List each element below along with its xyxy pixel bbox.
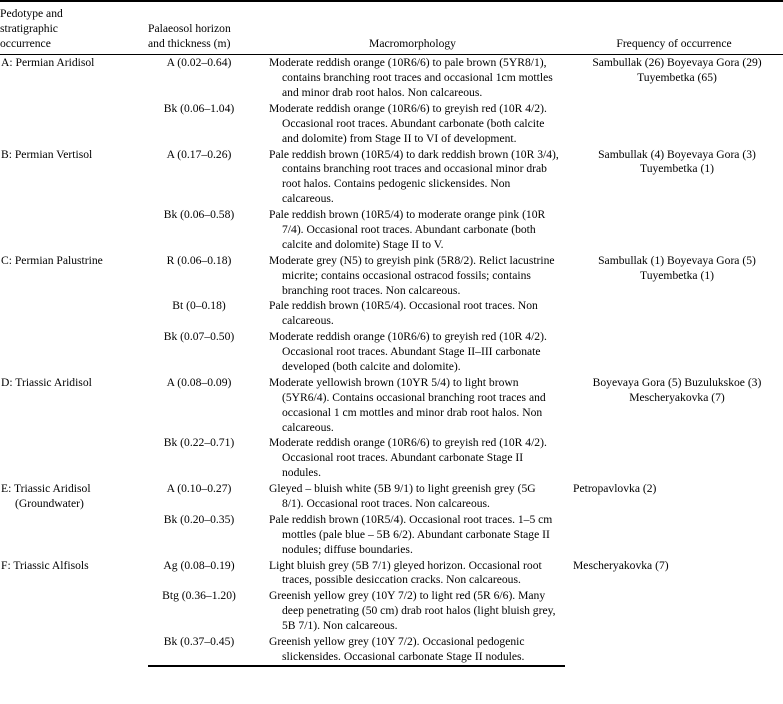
column-header-frequency: Frequency of occurrence <box>565 1 783 55</box>
macromorphology-cell <box>260 481 565 512</box>
table-row <box>0 481 783 512</box>
macromorphology-cell <box>260 253 565 299</box>
table-row <box>0 375 783 436</box>
column-header-pedotype-line-3: occurrence <box>0 37 51 51</box>
column-header-horizon <box>148 1 260 55</box>
pedotype-cell-e <box>0 481 148 557</box>
frequency-cell-d <box>565 375 783 481</box>
macromorphology-text: Moderate yellowish brown (10YR 5/4) to light brown (5YR6/4). Contains occasional branching root traces and occasional 1 cm mottles and minor drab root halos. Non calcareous. <box>269 375 546 434</box>
column-header-horizon-line-1: Palaeosol horizon <box>148 22 231 36</box>
macromorphology-text: Moderate reddish orange (10R6/6) to pale brown (5YR8/1), contains branching root traces and occasional 1cm mottles and minor drab root halos. Non calcareous. <box>269 56 553 99</box>
pedotype-label: D: Triassic Aridisol <box>1 375 92 389</box>
horizon-cell: Ag (0.08–0.19) <box>163 558 235 572</box>
frequency-text: Sambullak (1) Boyevaya Gora (5) Tuyembetka (1) <box>598 253 756 282</box>
table-header-row <box>0 1 783 55</box>
macromorphology-text: Pale reddish brown (10R5/4) to moderate orange pink (10R 7/4). Occasional root traces. Abundant carbonate (both calcite and dolomite) Stage II to V. <box>269 208 546 251</box>
macromorphology-text: Gleyed – bluish white (5B 9/1) to light greenish grey (5G 8/1). Occasional root traces. Non calcareous. <box>269 482 536 511</box>
macromorphology-text: Moderate grey (N5) to greyish pink (5R8/2). Relict lacustrine micrite; contains occasional ostracod fossils; contains branching root traces. Non calcareous. <box>269 253 555 297</box>
pedotype-cell-d <box>0 375 148 481</box>
table-row <box>0 147 783 208</box>
macromorphology-text: Moderate reddish orange (10R6/6) to greyish red (10R 4/2). Occasional root traces. Abundant Stage II–III carbonate developed (both calcite and dolomite). <box>269 330 547 373</box>
macromorphology-text: Moderate reddish orange (10R6/6) to greyish red (10R 4/2). Occasional root traces. Abundant carbonate (both calcite and dolomite) from Stage II to VI of development. <box>269 101 547 145</box>
frequency-cell-f <box>565 558 783 666</box>
frequency-text: Sambullak (26) Boyevaya Gora (29) Tuyembetka (65) <box>592 56 762 85</box>
column-header-horizon-line-2: and thickness (m) <box>148 37 231 51</box>
macromorphology-cell <box>260 558 565 589</box>
macromorphology-cell <box>260 375 565 436</box>
macromorphology-cell <box>260 435 565 481</box>
horizon-cell: Bk (0.07–0.50) <box>163 330 235 344</box>
macromorphology-text: Greenish yellow grey (10Y 7/2) to light red (5R 6/6). Many deep penetrating (50 cm) drab root halos (light bluish grey, 5B 7/1). Non calcareous. <box>269 589 556 633</box>
pedotype-cell-a <box>0 55 148 147</box>
horizon-cell: Bk (0.20–0.35) <box>163 512 235 526</box>
macromorphology-text: Greenish yellow grey (10Y 7/2). Occasional pedogenic slickensides. Occasional carbonate Stage II nodules. <box>269 635 525 663</box>
column-header-pedotype-line-2: stratigraphic <box>0 22 58 36</box>
horizon-cell: Btg (0.36–1.20) <box>162 589 236 603</box>
macromorphology-text: Moderate reddish orange (10R6/6) to greyish red (10R 4/2). Occasional root traces. Abundant carbonate Stage II nodules. <box>269 436 547 480</box>
horizon-cell: Bk (0.06–0.58) <box>163 208 235 222</box>
table-row <box>0 55 783 101</box>
macromorphology-cell <box>260 147 565 208</box>
frequency-cell-c <box>565 253 783 375</box>
horizon-cell: Bk (0.06–1.04) <box>163 101 235 115</box>
frequency-cell-b <box>565 147 783 253</box>
macromorphology-cell <box>260 101 565 147</box>
macromorphology-cell <box>260 634 565 666</box>
macromorphology-cell <box>260 298 565 329</box>
macromorphology-text: Pale reddish brown (10R5/4). Occasional root traces. 1–5 cm mottles (pale blue – 5B 6/2). Abundant carbonate Stage II nodules; diffuse boundaries. <box>269 512 553 556</box>
pedotype-label: A: Permian Aridisol <box>1 56 95 70</box>
pedotype-cell-c <box>0 253 148 375</box>
table-header <box>0 1 783 55</box>
frequency-text: Petropavlovka (2) <box>573 482 657 496</box>
table-body <box>0 55 783 666</box>
column-header-pedotype <box>0 1 148 55</box>
horizon-cell: A (0.17–0.26) <box>166 147 232 161</box>
macromorphology-cell <box>260 55 565 101</box>
horizon-cell: Bk (0.37–0.45) <box>148 634 260 666</box>
horizon-cell: A (0.10–0.27) <box>166 482 232 496</box>
macromorphology-cell <box>260 207 565 253</box>
horizon-cell: Bk (0.22–0.71) <box>163 436 235 450</box>
frequency-text: Mescheryakovka (7) <box>573 558 669 572</box>
pedotype-cell-f <box>0 558 148 666</box>
horizon-cell: A (0.02–0.64) <box>166 56 232 70</box>
pedotype-label: B: Permian Vertisol <box>1 147 93 161</box>
column-header-pedotype-line-1: Pedotype and <box>0 7 63 20</box>
table-row <box>0 558 783 589</box>
table-row <box>0 253 783 299</box>
column-header-macromorphology: Macromorphology <box>260 1 565 55</box>
frequency-cell-a <box>565 55 783 147</box>
macromorphology-cell <box>260 329 565 375</box>
frequency-text: Boyevaya Gora (5) Buzulukskoe (3) Mescheryakovka (7) <box>592 375 762 404</box>
macromorphology-text: Pale reddish brown (10R5/4). Occasional root traces. Non calcareous. <box>269 299 538 328</box>
pedotype-label: F: Triassic Alfisols <box>1 558 89 572</box>
pedotype-sublabel: (Groundwater) <box>15 497 84 511</box>
pedotype-label: C: Permian Palustrine <box>1 253 103 267</box>
macromorphology-cell <box>260 588 565 634</box>
pedotype-label: E: Triassic Aridisol <box>1 482 91 496</box>
horizon-cell: R (0.06–0.18) <box>166 253 232 267</box>
horizon-cell: Bt (0–0.18) <box>172 299 226 313</box>
macromorphology-text: Pale reddish brown (10R5/4) to dark reddish brown (10R 3/4), contains branching root traces and occasional minor drab root halos. Contains pedogenic slickensides. Non calcareous. <box>269 147 559 206</box>
macromorphology-text: Light bluish grey (5B 7/1) gleyed horizon. Occasional root traces, possible desiccation cracks. Non calcareous. <box>269 558 542 587</box>
frequency-cell-e <box>565 481 783 557</box>
pedotype-cell-b <box>0 147 148 253</box>
frequency-text: Sambullak (4) Boyevaya Gora (3) Tuyembetka (1) <box>598 147 756 176</box>
macromorphology-cell <box>260 512 565 558</box>
horizon-cell: A (0.08–0.09) <box>166 375 232 389</box>
